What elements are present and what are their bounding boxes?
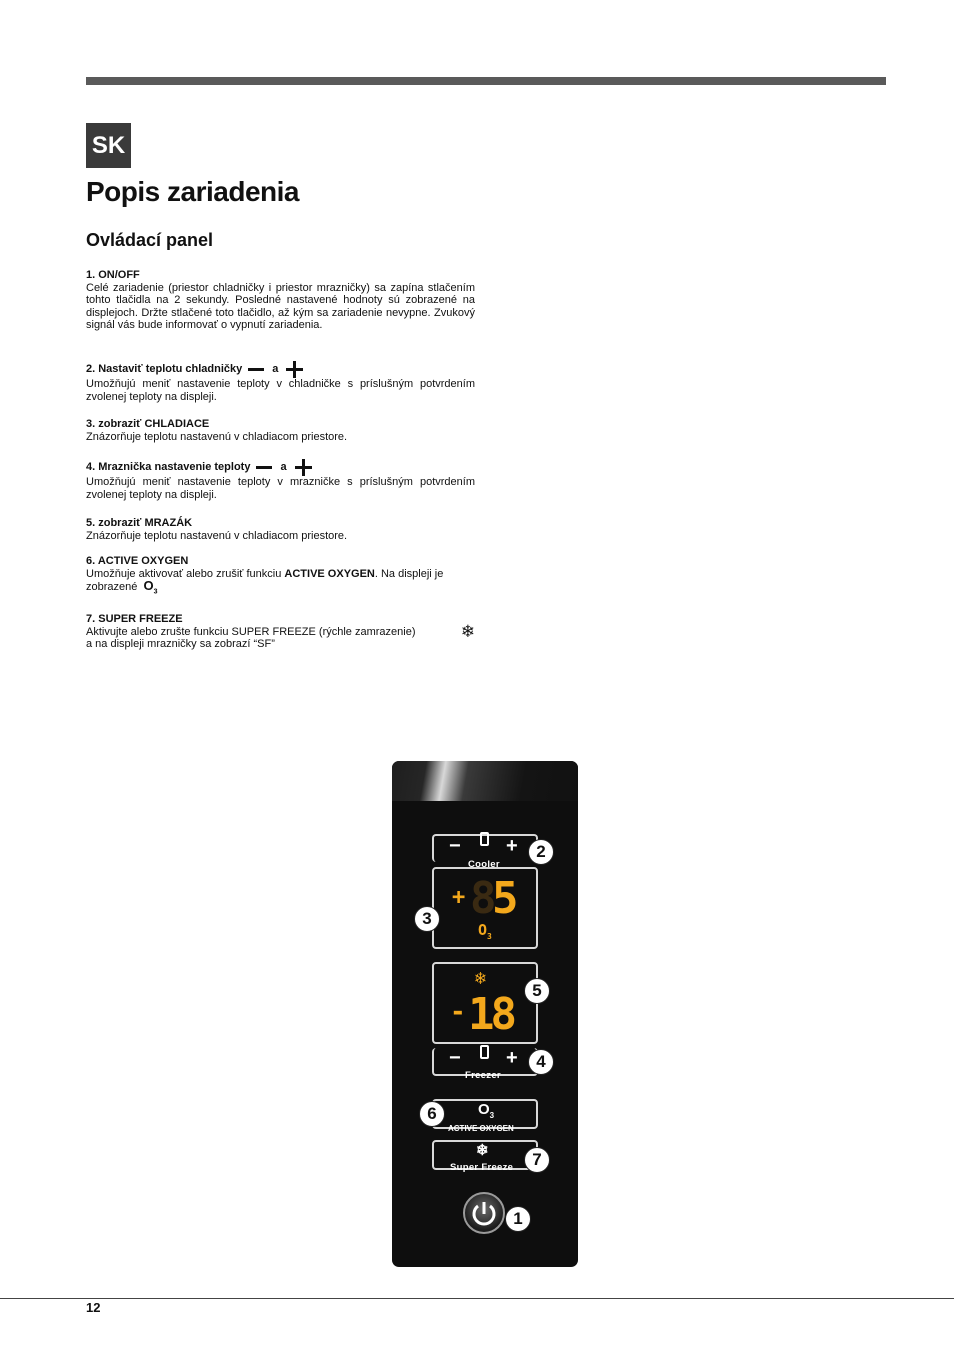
section-body: Znázorňuje teplotu nastavenú v chladiacom priestore. <box>86 430 348 443</box>
cooler-sign: + <box>452 885 466 910</box>
callout-6: 6 <box>419 1101 445 1127</box>
callout-1: 1 <box>505 1206 531 1232</box>
freezer-sign: - <box>450 997 466 1027</box>
cooler-o3-icon: $O_3$ <box>478 921 492 941</box>
section-heading: 5. zobraziť MRAZÁK <box>86 517 193 529</box>
language-badge: SK <box>86 123 131 168</box>
cooler-ghost-digit: 8 <box>470 873 497 924</box>
callout-7: 7 <box>524 1147 550 1173</box>
super-freeze-label: Super Freeze <box>450 1162 514 1173</box>
body-text: . Na displeji je zobrazené <box>86 567 444 593</box>
page-title: Popis zariadenia <box>86 176 299 207</box>
o3-icon: $O_3$ <box>143 578 158 596</box>
section-body-line: a na displeji mrazničky sa zobrazí “SF” <box>86 638 275 650</box>
callout-3: 3 <box>414 906 440 932</box>
plus-icon <box>286 361 303 378</box>
section-super-freeze <box>86 613 475 651</box>
section-freezer-display <box>86 517 475 542</box>
minus-icon <box>256 466 272 469</box>
fridge-icon <box>480 832 489 846</box>
section-subtitle: Ovládací panel <box>86 230 214 250</box>
section-body-line: Aktivujte alebo zrušte funkciu SUPER FREEZE (rýchle zamrazenie) <box>86 625 416 638</box>
section-body: Umožňujú meniť nastavenie teploty v chladničke s príslušným potvrdením zvolenej teploty na displeji. <box>86 378 475 403</box>
freezer-snowflake-icon: ❄ <box>475 968 486 989</box>
body-bold: ACTIVE OXYGEN <box>284 567 375 580</box>
body-text: Umožňuje aktivovať alebo zrušiť funkciu <box>86 567 285 580</box>
section-heading: 7. SUPER FREEZE <box>86 613 183 625</box>
top-rule <box>86 77 886 85</box>
super-freeze-snowflake-icon: ❄ <box>476 1142 489 1159</box>
freezer-label: Freezer <box>465 1070 501 1081</box>
section-cooler-temp <box>86 361 475 403</box>
control-panel <box>392 761 578 1267</box>
freezer-icon <box>480 1045 489 1059</box>
section-heading: 6. ACTIVE OXYGEN <box>86 555 189 567</box>
o3-icon: $O_3$ <box>478 1101 495 1120</box>
section-heading: 3. zobraziť CHLADIACE <box>86 418 210 430</box>
active-oxygen-label: ACTIVE OXYGEN <box>448 1124 514 1133</box>
section-cooler-display <box>86 418 475 443</box>
callout-4: 4 <box>528 1049 554 1075</box>
freezer-minus-button[interactable]: − <box>449 1047 461 1069</box>
freezer-temperature: 18 <box>468 989 513 1040</box>
freezer-plus-button[interactable]: + <box>506 1047 518 1069</box>
snowflake-icon: ❄ <box>460 622 475 641</box>
cooler-label: Cooler <box>468 859 500 870</box>
section-freezer-temp <box>86 459 475 501</box>
section-body: Celé zariadenie (priestor chladničky i priestor mrazničky) sa zapína stlačením tohto tlačidla na 2 sekundy. Posledné nastavené hodnoty sú zobrazené na displejoch. Držte stlačené toto tlačidlo, až kým sa zariadenie nevypne. Zvukový signál vás bude informovať o vypnutí zariadenia. <box>86 281 475 331</box>
minus-icon <box>248 368 264 371</box>
callout-2: 2 <box>528 839 554 865</box>
section-heading: 1. ON/OFF <box>86 269 140 281</box>
and-text: a <box>280 461 287 474</box>
cooler-plus-button[interactable]: + <box>506 835 518 857</box>
cooler-minus-button[interactable]: − <box>449 835 461 857</box>
power-button[interactable] <box>463 1192 505 1234</box>
section-active-oxygen <box>86 555 475 599</box>
panel-gloss <box>392 761 578 801</box>
section-heading: 2. Nastaviť teplotu chladničky <box>86 363 243 376</box>
and-text: a <box>272 363 279 376</box>
section-body <box>86 568 475 600</box>
section-body: Znázorňuje teplotu nastavenú v chladiacom priestore. <box>86 529 348 542</box>
bottom-rule <box>0 1298 954 1299</box>
section-heading: 4. Mraznička nastavenie teploty <box>86 461 251 474</box>
section-on-off <box>86 269 475 332</box>
cooler-temperature: 5 <box>492 873 519 924</box>
plus-icon <box>295 459 312 476</box>
section-body: Umožňujú meniť nastavenie teploty v mrazničke s príslušným potvrdením zvolenej teploty na displeji. <box>86 476 475 501</box>
page-number: 12 <box>86 1300 101 1315</box>
callout-5: 5 <box>524 978 550 1004</box>
power-icon <box>465 1194 503 1232</box>
